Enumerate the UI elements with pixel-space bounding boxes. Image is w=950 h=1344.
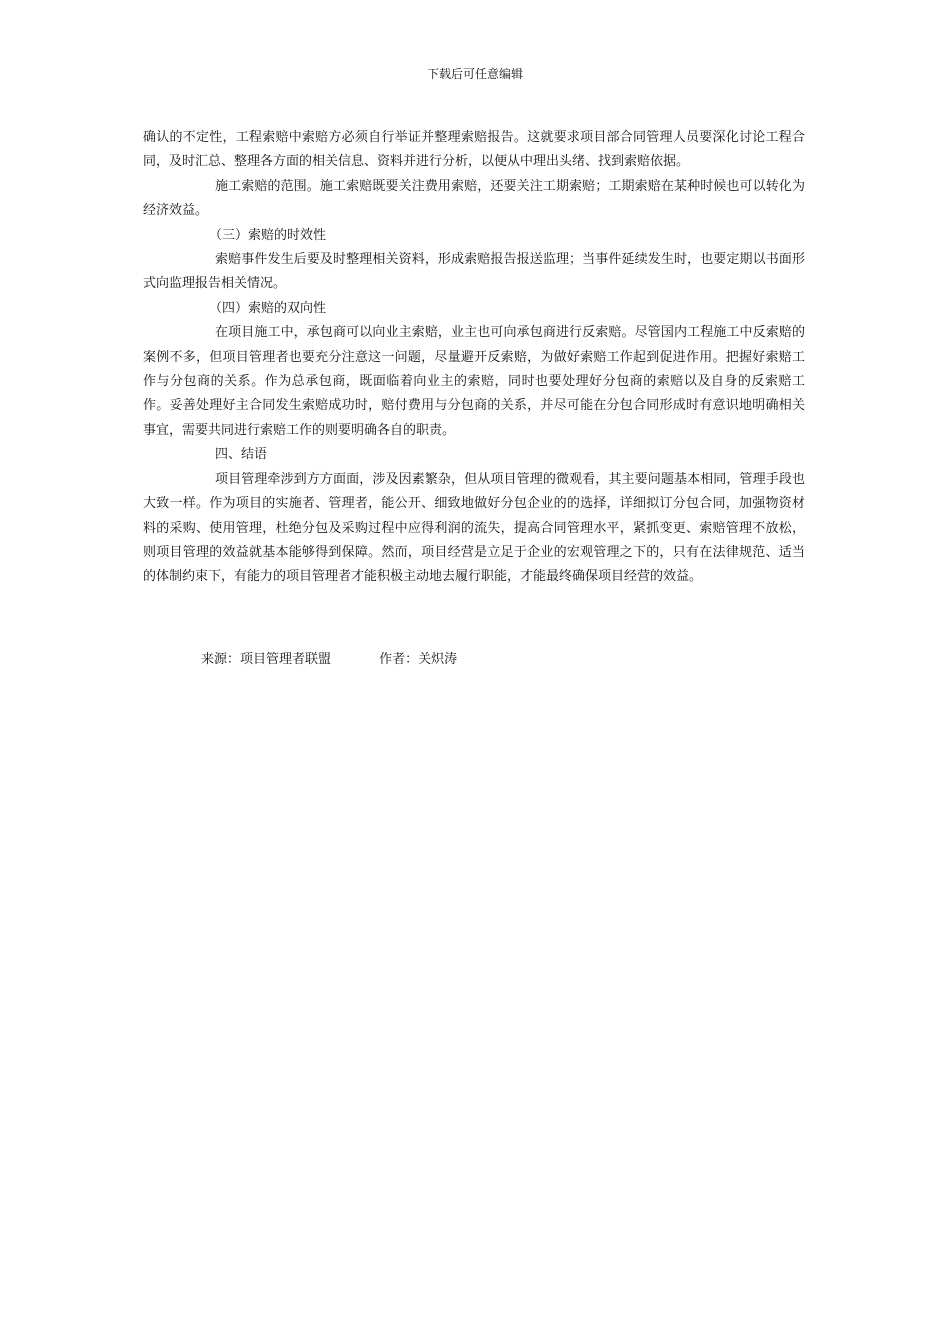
author-label: 作者：关炽涛	[379, 652, 458, 667]
paragraph-1: 确认的不定性，工程索赔中索赔方必须自行举证并整理索赔报告。这就要求项目部合同管理人员要深化讨论工程合同，及时汇总、整理各方面的相关信息、资料并进行分析，以便从中理出头绪、找到索赔依据。	[143, 130, 805, 170]
section-heading-3: （三）索赔的时效性	[209, 227, 327, 243]
paragraph-4: 索赔事件发生后要及时整理相关资料，形成索赔报告报送监理；当事件延续发生时，也要定期以书面形式向监理报告相关情况。	[143, 252, 805, 292]
section-heading-4: （四）索赔的双向性	[209, 300, 327, 316]
page-header: 下载后可任意编辑	[426, 67, 523, 81]
article-footer	[201, 650, 801, 670]
paragraph-2: 施工索赔的范围。施工索赔既要关注费用索赔，还要关注工期索赔；工期索赔在某种时候也可以转化为经济效益。	[143, 178, 805, 219]
section-heading-conclusion: 四、结语	[215, 447, 268, 463]
paragraph-8: 项目管理牵涉到方方面面，涉及因素繁杂，但从项目管理的微观看，其主要问题基本相同，管理手段也大致一样。作为项目的实施者、管理者，能公开、细致地做好分包企业的的选择，详细拟订分包合同，加强物资材料的采购、使用管理，杜绝分包及采购过程中应得利润的流失，提高合同管理水平，紧抓变更、索赔管理不放松，则项目管理的效益就基本能够得到保障。然而，项目经营是立足于企业的宏观管理之下的，只有在法律规范、适当的体制约束下，有能力的项目管理者才能积极主动地去履行职能，才能最终确保项目经营的效益。	[143, 471, 805, 585]
paragraph-6: 在项目施工中，承包商可以向业主索赔，业主也可向承包商进行反索赔。尽管国内工程施工中反索赔的案例不多，但项目管理者也要充分注意这一问题，尽量避开反索赔，为做好索赔工作起到促进作用。把握好索赔工作与分包商的关系。作为总承包商，既面临着向业主的索赔，同时也要处理好分包商的索赔以及自身的反索赔工作。妥善处理好主合同发生索赔成功时，赔付费用与分包商的关系，并尽可能在分包合同形成时有意识地明确相关事宜，需要共同进行索赔工作的则要明确各自的职责。	[143, 325, 805, 438]
source-label: 来源：项目管理者联盟	[201, 652, 332, 667]
article-body	[143, 126, 805, 590]
